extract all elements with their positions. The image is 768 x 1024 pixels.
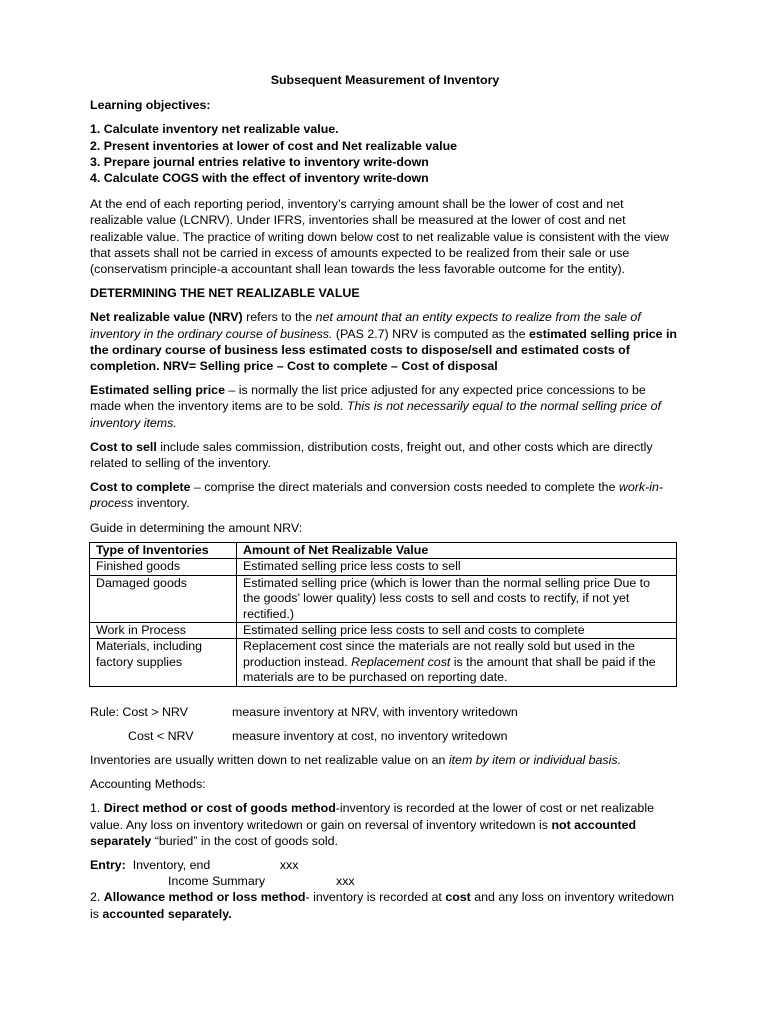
table-cell-amount: Estimated selling price less costs to sell xyxy=(237,559,677,575)
table-cell-amount: Estimated selling price less costs to sell and costs to complete xyxy=(237,622,677,638)
list-item: 3. Prepare journal entries relative to inventory write-down xyxy=(90,154,429,169)
nrv-heading: DETERMINING THE NET REALIZABLE VALUE xyxy=(90,286,360,301)
table-header-row xyxy=(90,542,677,558)
method-2-term: Allowance method or loss method xyxy=(103,890,306,905)
nrv-formula: estimated selling price in the ordinary course of business less estimated costs to dispose/sell and estimated costs of completion. NRV= Selling price – Cost to complete – Cost of disposal xyxy=(90,326,677,374)
table-cell-type: Finished goods xyxy=(90,559,237,575)
nrv-text-1: refers to the xyxy=(242,310,316,325)
entry-debit-account: Inventory, end xyxy=(125,857,211,872)
page-title: Subsequent Measurement of Inventory xyxy=(270,73,500,87)
esp-italic: This is not necessarily equal to the normal selling price of inventory items. xyxy=(90,399,661,430)
nrv-definition xyxy=(90,309,680,374)
writedown-italic: item by item or individual basis. xyxy=(448,752,622,767)
table-row xyxy=(90,622,677,638)
entry-credit-line xyxy=(90,873,680,889)
method-1-text-2: “buried” in the cost of goods sold. xyxy=(151,833,338,848)
nrv-italic: net amount that an entity expects to realize from the sale of inventory in the ordinary course of business. xyxy=(90,310,641,341)
nrv-text-2: (PAS 2.7) NRV is computed as the xyxy=(332,326,529,341)
cost-to-sell-term: Cost to sell xyxy=(90,439,157,454)
table-cell-amount xyxy=(237,639,677,686)
table-cell-type: Materials, including factory supplies xyxy=(90,639,237,686)
rule-row xyxy=(90,704,680,720)
materials-italic: Replacement cost xyxy=(351,654,451,669)
rule-label: Rule: Cost > NRV xyxy=(90,704,188,719)
entry-debit-amount: xxx xyxy=(279,857,299,872)
rule-label: Cost < NRV xyxy=(128,728,194,743)
materials-text-2: is the amount that shall be paid if the materials are to be purchased on reporting date. xyxy=(243,654,656,685)
writedown-paragraph xyxy=(90,752,680,768)
cost-to-complete-text-1: – comprise the direct materials and conversion costs needed to complete the xyxy=(190,480,619,495)
column-header-type: Type of Inventories xyxy=(90,542,237,558)
objectives-heading: Learning objectives: xyxy=(90,98,211,113)
esp-text: – is normally the list price adjusted for any expected price concessions to be made when the inventory items are to be sold. xyxy=(90,383,646,414)
esp-term: Estimated selling price xyxy=(90,383,225,398)
method-1-bold: not accounted separately xyxy=(90,817,637,848)
writedown-text: Inventories are usually written down to net realizable value on an xyxy=(90,752,449,767)
table-cell-amount: Estimated selling price (which is lower than the normal selling price Due to the goods’ lower quality) less costs to sell and costs to rectify, if not yet rectified.) xyxy=(237,575,677,622)
table-cell-type: Work in Process xyxy=(90,622,237,638)
materials-text-1: Replacement cost since the materials are not really sold but used in the production instead. xyxy=(243,639,635,669)
method-1-paragraph xyxy=(90,800,680,849)
entry-credit-account: Income Summary xyxy=(168,874,266,889)
methods-heading: Accounting Methods: xyxy=(90,777,206,792)
method-2-paragraph xyxy=(90,889,680,921)
list-item: 1. Calculate inventory net realizable value. xyxy=(90,122,339,137)
rule-text: measure inventory at NRV, with inventory writedown xyxy=(232,704,518,719)
cost-to-complete-term: Cost to complete xyxy=(90,480,191,495)
nrv-term: Net realizable value (NRV) xyxy=(90,310,243,325)
objectives-list xyxy=(90,121,680,186)
guide-text: Guide in determining the amount NRV: xyxy=(90,520,303,535)
cost-to-complete-paragraph xyxy=(90,479,680,511)
method-2-text-1: - inventory is recorded at xyxy=(305,890,446,905)
method-1-text-1: -inventory is recorded at the lower of cost or net realizable value. Any loss on inventory writedown or gain on reversal of inventory writedown is xyxy=(90,801,654,832)
method-1-number: 1. xyxy=(90,801,104,816)
intro-paragraph: At the end of each reporting period, inventory’s carrying amount shall be the lower of cost and net realizable value (LCNRV). Under IFRS, inventories shall be measured at the lower of cost and net realizable value. The practice of writing down below cost to net realizable value is consistent with the view that assets shall not be carried in excess of amounts expected to be realized from their sale or use (conservatism principle-a accountant shall lean towards the less favorable outcome for the entity). xyxy=(90,197,669,277)
list-item: 4. Calculate COGS with the effect of inventory write-down xyxy=(90,171,429,186)
cost-to-complete-text-2: inventory. xyxy=(133,496,190,511)
entry-credit-amount: xxx xyxy=(336,874,355,889)
cost-to-complete-italic: work-in-process xyxy=(90,480,663,511)
table-row xyxy=(90,575,677,622)
cost-to-sell-paragraph xyxy=(90,439,680,471)
method-2-number: 2. xyxy=(90,890,104,905)
nrv-table xyxy=(89,542,677,687)
entry-debit-line xyxy=(90,857,680,873)
column-header-amount: Amount of Net Realizable Value xyxy=(237,542,677,558)
rule-row xyxy=(90,728,680,744)
entry-label: Entry: xyxy=(90,857,126,872)
rule-text: measure inventory at cost, no inventory writedown xyxy=(232,728,508,743)
method-1-term: Direct method or cost of goods method xyxy=(103,801,336,816)
table-row xyxy=(90,639,677,686)
method-2-bold-2: accounted separately. xyxy=(102,906,232,921)
cost-to-sell-text: include sales commission, distribution costs, freight out, and other costs which are directly related to selling of the inventory. xyxy=(90,439,653,471)
list-item: 2. Present inventories at lower of cost and Net realizable value xyxy=(90,138,458,153)
table-row xyxy=(90,559,677,575)
method-2-bold-1: cost xyxy=(445,890,471,905)
table-cell-type: Damaged goods xyxy=(90,575,237,622)
esp-paragraph xyxy=(90,382,680,431)
method-2-text-2: and any loss on inventory writedown is xyxy=(90,890,674,921)
